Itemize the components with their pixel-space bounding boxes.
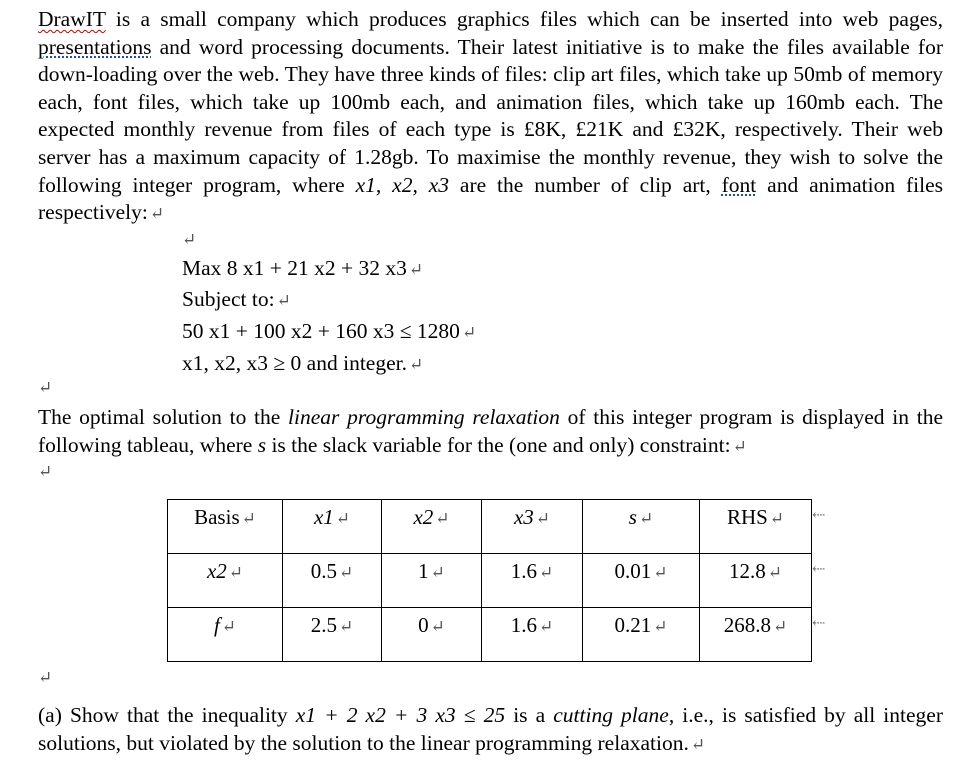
table-cell: 1 ↵: [382, 554, 482, 608]
variable-list: x1, x2, x3: [355, 172, 450, 197]
basis-cell: x2 ↵: [168, 554, 283, 608]
row-end-mark-icon: ⇠: [812, 615, 826, 632]
table-cell: 0.01 ↵: [583, 554, 700, 608]
tableau-intro-paragraph: The optimal solution to the linear programming relaxation of this integer program is displayed in the following tableau, where s is the slack variable for the (one and only) constraint: ↵: [38, 405, 943, 457]
paragraph-mark-icon: ↵: [732, 436, 747, 456]
row-end-mark-icon: ⇠: [812, 561, 826, 578]
paragraph-mark-icon: ↵: [182, 230, 197, 249]
tableau-header-row: [168, 500, 812, 554]
header-cell: RHS ↵: [700, 500, 812, 554]
table-cell: 2.5 ↵: [283, 608, 382, 662]
table-cell: 0.21 ↵: [583, 608, 700, 662]
cut-inequality: x1 + 2 x2 + 3 x3 ≤ 25: [295, 703, 506, 727]
paragraph-mark-icon: ↵: [149, 204, 165, 224]
nonnegativity-line: x1, x2, x3 ≥ 0 and integer. ↵: [182, 351, 424, 375]
paragraph-mark-icon: ↵: [38, 462, 53, 481]
company-name: DrawIT: [38, 7, 106, 31]
lp-relaxation-term: linear programming relaxation: [288, 405, 560, 429]
table-cell: 1.6 ↵: [482, 554, 583, 608]
table-row: [168, 554, 812, 608]
header-cell: x2 ↵: [382, 500, 482, 554]
paragraph-mark-icon: ↵: [690, 734, 706, 754]
objective-line: Max 8 x1 + 21 x2 + 32 x3 ↵: [182, 256, 424, 280]
row-end-mark-icon: ⇠: [812, 507, 826, 524]
font-word: font: [721, 172, 757, 197]
header-cell: x1 ↵: [283, 500, 382, 554]
slack-variable: s: [257, 432, 267, 457]
table-cell: 0.5 ↵: [283, 554, 382, 608]
table-row: [168, 608, 812, 662]
header-cell: x3 ↵: [482, 500, 583, 554]
constraint-line: 50 x1 + 100 x2 + 160 x3 ≤ 1280 ↵: [182, 319, 477, 343]
paragraph-mark-icon: ↵: [38, 378, 53, 397]
paragraph-mark-icon: ↵: [461, 323, 477, 342]
presentations-word: presentations: [38, 34, 152, 59]
paragraph-mark-icon: ↵: [408, 260, 424, 279]
paragraph-mark-icon: ↵: [38, 668, 53, 687]
simplex-tableau: [167, 499, 812, 662]
paragraph-mark-icon: ↵: [276, 291, 291, 310]
subject-to-line: Subject to: ↵: [182, 287, 291, 311]
table-cell: 1.6 ↵: [482, 608, 583, 662]
paragraph-mark-icon: ↵: [408, 355, 424, 374]
intro-paragraph: DrawIT is a small company which produces graphics files which can be inserted into web pages, presentations and word processing documents. Their latest initiative is to make the files available for down-loading over the web. They have three kinds of files: clip art files, which take up 50mb of memory each, font files, which take up 100mb each, and animation files, which take up 160mb each. The expected monthly revenue from files of each type is £8K, £21K and £32K, respectively. Their web server has a maximum capacity of 1.28gb. To maximise the monthly revenue, they wish to solve the following integer program, where x1, x2, x3 are the number of clip art, font and animation files respectively: ↵: [38, 7, 943, 225]
table-cell: 12.8 ↵: [700, 554, 812, 608]
cutting-plane-term: cutting plane: [553, 703, 669, 727]
table-cell: 0 ↵: [382, 608, 482, 662]
header-cell: s ↵: [583, 500, 700, 554]
table-cell: 268.8 ↵: [700, 608, 812, 662]
question-a-paragraph: (a) Show that the inequality x1 + 2 x2 + 3 x3 ≤ 25 is a cutting plane, i.e., is satisfied by all integer solutions, but violated by the solution to the linear programming relaxation. ↵: [38, 703, 943, 755]
header-cell: Basis ↵: [168, 500, 283, 554]
basis-cell: f ↵: [168, 608, 283, 662]
